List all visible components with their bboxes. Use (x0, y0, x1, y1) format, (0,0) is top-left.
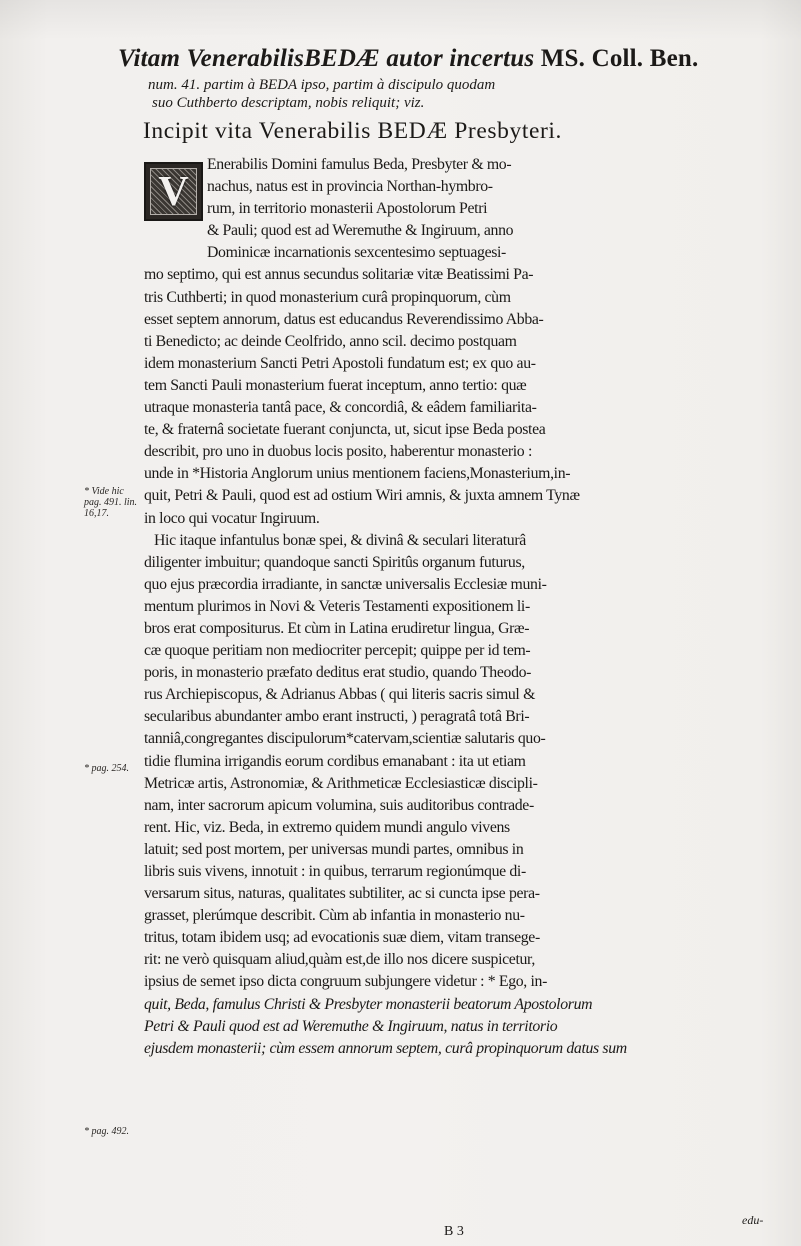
text-line: quit, Petri & Pauli, quod est ad ostium Wiri amnis, & juxta amnem Tynæ (144, 487, 580, 505)
text-line: Dominicæ incarnationis sexcentesimo septuagesi- (207, 244, 506, 262)
header-title-italic: Vitam VenerabilisBEDÆ autor incertus (118, 45, 535, 72)
text-line: nam, inter sacrorum apicum volumina, suis auditoribus contrade- (144, 796, 534, 814)
text-line: tidie flumina irrigandis eorum cordibus emanabant : ita ut etiam (144, 752, 526, 770)
header-block (118, 44, 798, 112)
margin-note-pag-254: * pag. 254. (84, 763, 129, 774)
catchword: edu- (742, 1213, 764, 1227)
text-line: tritus, totam ibidem usq; ad evocationis suæ diem, vitam transege- (144, 929, 540, 947)
text-line: Metricæ artis, Astronomiæ, & Arithmeticæ Ecclesiasticæ discipli- (144, 774, 538, 792)
margin-note-line: pag. 491. lin. (84, 497, 138, 508)
margin-note-line: 16,17. (84, 508, 109, 519)
text-line: grasset, plerúmque describit. Cùm ab infantia in monasterio nu- (144, 907, 525, 925)
text-line: Petri & Pauli quod est ad Weremuthe & Ingiruum, natus in territorio (144, 1017, 558, 1035)
text-line: rit: ne verò quisquam aliud,quàm est,de illo nos dicere suspicetur, (144, 951, 535, 969)
text-line: rus Archiepiscopus, & Adrianus Abbas ( qui literis sacris simul & (144, 686, 536, 704)
text-line: cæ quoque peritiam non mediocriter percepit; quippe per id tem- (144, 642, 531, 660)
text-line: te, & fraternâ societate fuerant conjuncta, ut, sicut ipse Beda postea (144, 421, 546, 439)
text-line: mentum plurimos in Novi & Veteris Testamenti expositionem li- (144, 597, 530, 615)
text-line: ejusdem monasterii; cùm essem annorum septem, curâ propinquorum datus sum (144, 1039, 627, 1057)
text-line: ti Benedicto; ac deinde Ceolfrido, anno scil. decimo postquam (144, 332, 517, 350)
text-line: mo septimo, qui est annus secundus solitariæ vitæ Beatissimi Pa- (144, 266, 534, 284)
text-line: rent. Hic, viz. Beda, in extremo quidem mundi angulo vivens (144, 818, 510, 836)
header-subtitle-1: num. 41. partim à BEDA ipso, partim à discipulo quodam (148, 77, 496, 93)
incipit-heading: Incipit vita Venerabilis BEDÆ Presbyteri. (143, 118, 563, 144)
page-shadow (0, 0, 801, 40)
header-title (118, 44, 798, 74)
body-text (144, 154, 779, 1060)
text-line: tem Sancti Pauli monasterium fuerat inceptum, anno tertio: quæ (144, 376, 527, 394)
text-line: rum, in territorio monasterii Apostolorum Petri (207, 200, 488, 218)
initial-letter: V (158, 168, 189, 215)
header-subtitle-2: suo Cuthberto descriptam, nobis reliquit; viz. (152, 95, 425, 111)
margin-note-pag-492: * pag. 492. (84, 1126, 129, 1137)
text-line: unde in *Historia Anglorum unius mentionem faciens,Monasterium,in- (144, 465, 571, 483)
text-line: bros erat compositurus. Et cùm in Latina erudiretur lingua, Græ- (144, 619, 530, 637)
text-line: utraque monasteria tantâ pace, & concordiâ, & eâdem familiarita- (144, 399, 537, 417)
margin-note-line: * Vide hic (84, 486, 124, 497)
text-line: libris suis vivens, innotuit : in quibus, terrarum regionúmque di- (144, 863, 526, 880)
text-line: poris, in monasterio præfato deditus erat studio, quando Theodo- (144, 664, 532, 682)
text-line: esset septem annorum, datus est educandus Reverendissimo Abba- (144, 310, 544, 328)
text-line: in loco qui vocatur Ingiruum. (144, 509, 320, 527)
text-line: Hic itaque infantulus bonæ spei, & divinâ & seculari literaturâ (154, 531, 526, 549)
text-line: nachus, natus est in provincia Northan-hymbro- (207, 178, 493, 196)
text-line: secularibus abundanter ambo erant instructi, ) peragratâ totâ Bri- (144, 708, 530, 726)
text-line: quit, Beda, famulus Christi & Presbyter monasterii beatorum Apostolorum (144, 995, 593, 1013)
text-line: idem monasterium Sancti Petri Apostoli fundatum est; ex quo au- (144, 354, 536, 372)
text-line: & Pauli; quod est ad Weremuthe & Ingiruum, anno (207, 222, 514, 240)
text-line: quo ejus præcordia irradiante, in sanctæ universalis Ecclesiæ muni- (144, 575, 547, 593)
text-line: latuit; sed post mortem, per universas mundi partes, omnibus in (144, 840, 524, 858)
text-line: tris Cuthberti; in quod monasterium curâ propinquorum, cùm (144, 288, 511, 306)
text-line: ipsius de semet ipso dicta congruum subjungere videtur : * Ego, in- (144, 973, 547, 991)
text-line: describit, pro uno in duobus locis posito, haberentur monasterio : (144, 443, 532, 461)
header-title-roman: MS. Coll. Ben. (540, 45, 699, 72)
text-line: tanniâ,congregantes discipulorum*catervam,scientiæ salutaris quo- (144, 730, 546, 748)
signature-mark: B 3 (444, 1224, 464, 1239)
text-line: versarum situs, naturas, qualitates subtiliter, ac si cuncta ipse pera- (144, 885, 540, 903)
margin-note-vide (84, 486, 137, 519)
text-line: Enerabilis Domini famulus Beda, Presbyter & mo- (207, 156, 512, 173)
text-line: diligenter imbuitur; quandoque sancti Spiritûs organum futurus, (144, 553, 525, 571)
